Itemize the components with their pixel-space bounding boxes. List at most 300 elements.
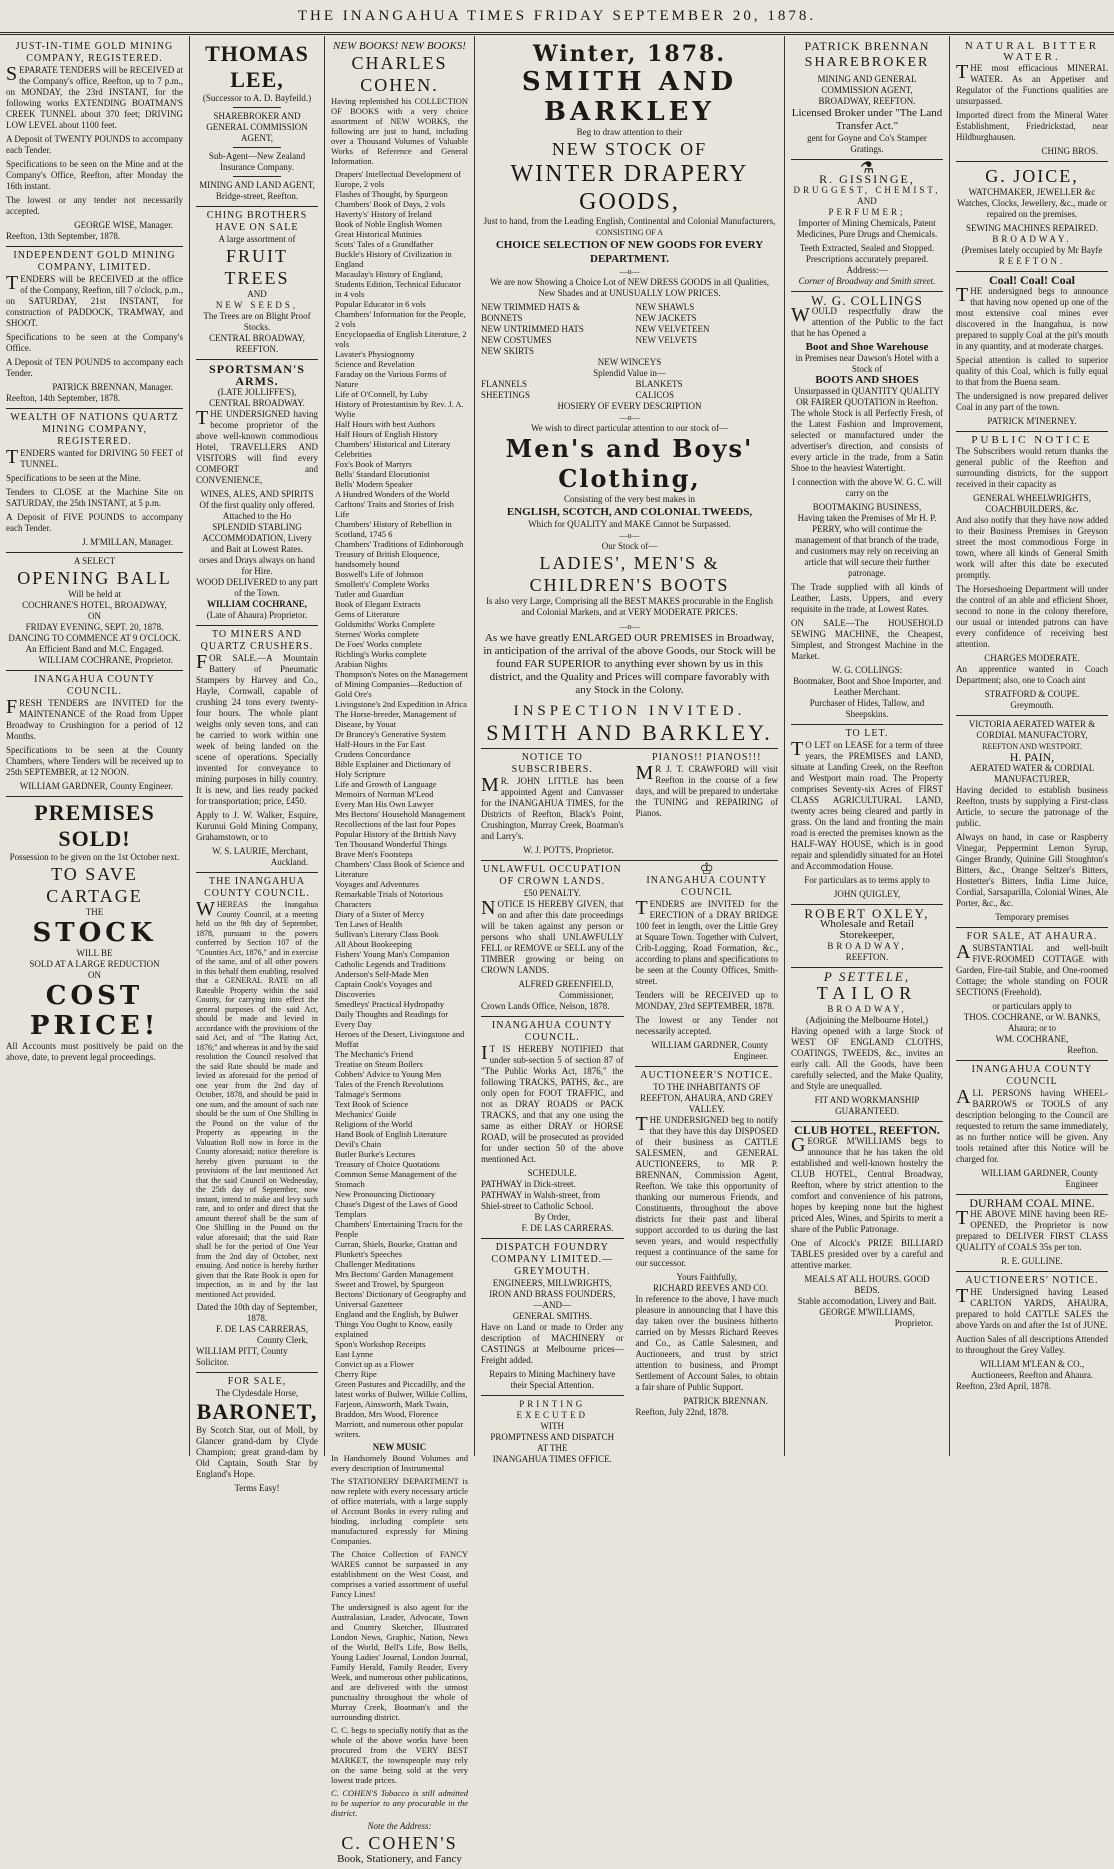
list-item: Life and Growth of Language: [335, 779, 437, 789]
list-item: Cherry Ripe: [335, 1369, 377, 1379]
ad-title: Winter, 1878.: [532, 41, 727, 67]
ad-text: GENERAL SMITHS.: [512, 1311, 592, 1321]
premises-sold-ad: [6, 797, 183, 1070]
list-item: Anderson's Self-Made Men: [335, 969, 429, 979]
signature: PATRICK M'INERNEY.: [987, 416, 1077, 426]
ad-body: THE UNDERSIGNED beg to notify that they have this day DISPOSED of their business as CATTLE SALESMEN, and GENERAL AUCTIONEERS, to MR P. BRENNAN, Commission Agent, Reefton. We take this opportunity of thanking our numerous Friends, and Constituents, throughout the above districts for their past and liberal support accorded to us during the last seven years, and would respectfully request a continuance of the same for our successor.: [635, 1113, 778, 1268]
wealth-of-nations-ad: [6, 409, 183, 553]
ad-text: GENERAL WHEELWRIGHTS, COACHBUILDERS, &c.: [973, 493, 1091, 514]
list-item: Chambers' Traditions of Edinborough: [335, 539, 464, 549]
list-item: Smollett's' Complete Works: [335, 579, 430, 589]
ad-text: Auction Sales of all descriptions Attended to throughout the Grey Valley.: [956, 1334, 1108, 1355]
ad-text: PATHWAY in Walsh-street, from Shiel-street to Catholic School.: [481, 1190, 601, 1211]
list-item: Richling's Works complete: [335, 649, 427, 659]
ad-title: AUCTIONEERS' NOTICE.: [965, 1275, 1099, 1286]
list-item: Dr Brancey's Generative System: [335, 729, 446, 739]
ad-text: Temporary premises: [995, 912, 1069, 922]
list-item: Bectons' Dictionary of Geography and Universal Gazetteer: [335, 1289, 466, 1309]
list-item: Flashes of Thought, by Spurgeon: [335, 189, 448, 199]
ad-title: UNLAWFUL OCCUPATION OF CROWN LANDS.: [482, 864, 622, 887]
list-item: Fox's Book of Martyrs: [335, 459, 412, 469]
ad-text: PROMPTNESS AND DISPATCH: [490, 1432, 615, 1442]
opening-ball-ad: [6, 553, 183, 671]
ad-text: Note the Address:: [367, 1821, 432, 1831]
ad-title: TO MINERS AND QUARTZ CRUSHERS.: [200, 629, 314, 652]
ad-body: GEORGE M'WILLIAMS begs to announce that he has taken the old established and well-known hostelry the CLUB HOTEL, Central Broadway, Reefton, where by strict attention to the comfort and convenience of his patrons, hopes by keeping none but the highest priced Ales, Wines, and Spirits to merit a share of the Public Patronage.: [791, 1134, 943, 1234]
list-item: Thompson's Notes on the Management of Mining Companies—Reduction of Gold Ore's: [335, 669, 468, 699]
list-item: Chambers' Class Book of Science and Literature: [335, 859, 465, 879]
value-items: [481, 379, 778, 401]
ad-text: The lowest or any Tender not necessarily accepted.: [635, 1015, 778, 1036]
list-item: Text Book of Science: [335, 1099, 409, 1109]
ad-text: BOOTS AND SHOES: [815, 374, 919, 386]
ad-title: R. GISSINGE,: [819, 172, 915, 186]
col4-left: [481, 861, 624, 1469]
list-item: NEW JACKETS: [635, 313, 697, 323]
signature: (Late of Ahaura) Proprietor.: [206, 610, 308, 620]
gissinge-ad: [791, 160, 943, 292]
ad-text: Stable accomodation, Livery and Bait.: [797, 1296, 937, 1306]
ad-text: In reference to the above, I have much pleasure in announcing that I have this day taken over the business hitherto carried on by Messrs Richard Reeves and Co., as Cattle Salesmen, and Auctioneers, and trust by strict attention to business, and Prompt Settlement of Account Sales, to obtain a fair share of Public Support.: [635, 1294, 778, 1392]
ad-title: WEALTH OF NATIONS QUARTZ MINING COMPANY, REGISTERED.: [10, 412, 179, 447]
county-rate-ad: [196, 873, 318, 1373]
list-item: Remarkable Trials of Notorious Characters: [335, 889, 443, 909]
ad-text: Book, Stationery, and Fancy: [337, 1853, 462, 1865]
ad-text: Specifications to be seen at the Company's Office.: [6, 332, 183, 353]
list-item: Lavater's Physiognomy: [335, 349, 415, 359]
list-item: Catholic Legends and Traditions: [335, 959, 446, 969]
crown-crest-icon: ♔: [699, 861, 714, 878]
list-item: NEW SHAWLS: [635, 302, 695, 312]
ad-text: Watches, Clocks, Jewellery, &c., made or repaired on the premises.: [957, 198, 1107, 219]
list-item: Tales of the French Revolutions: [335, 1079, 444, 1089]
left-items-2: [481, 379, 624, 401]
ad-body: Having replenished his COLLECTION OF BOOKS with a very choice assortment of NEW WORKS, the following are just to hand, including over a Thousand Volumes of Valuable Works of Reference and General Information.: [331, 96, 468, 166]
list-item: Carltons' Traits and Stories of Irish Life: [335, 499, 454, 519]
signature: Proprietor.: [894, 1318, 933, 1328]
ad-title: NEW MUSIC: [372, 1442, 427, 1452]
collings-ad: [791, 292, 943, 725]
list-item: Recollections of the last four Popes: [335, 819, 456, 829]
notice-subscribers-ad: [481, 749, 624, 860]
ad-text: Purchaser of Hides, Tallow, and Sheepskins.: [809, 698, 925, 719]
list-item: Book of Noble English Women: [335, 219, 442, 229]
mortar-pestle-icon: ⚗: [859, 160, 875, 177]
ad-text: DRUGGEST, CHEMIST,: [793, 185, 941, 195]
auctioneers-ahaura-ad: [956, 1272, 1108, 1396]
ad-text: FRUIT TREES: [224, 246, 290, 288]
ad-text: Tenders will be RECEIVED up to MONDAY, 23rd SEPTEMBER, 1878.: [635, 990, 778, 1011]
list-item: Treatise on Steam Boilers: [335, 1059, 423, 1069]
ad-text: SOLD AT A LARGE REDUCTION: [29, 959, 160, 969]
ad-text: WINES, ALES, AND SPIRITS: [200, 489, 314, 499]
ad-body: THE UNDERSIGNED having become proprietor of the above well-known commodious Hotel, TRAVELLERS AND VISITORS will find every COMFORT and CONVENIENCE,: [196, 407, 318, 485]
list-item: Popular History of the British Navy: [335, 829, 457, 839]
ad-body: ASUBSTANTIAL and well-built FIVE-ROOMED COTTAGE with Garden, Fire-tail Stable, and One-roomed Cottage; the whole standing on FOUR SECTIONS (Freehold).: [956, 941, 1108, 997]
date: Reefton, 23rd April, 1878.: [956, 1381, 1051, 1391]
ad-text: An apprentice wanted in Coach Department; also, one to Coach aint: [956, 664, 1108, 685]
list-item: Hand Book of English Literature: [335, 1129, 447, 1139]
ad-title: C. COHEN'S: [341, 1833, 458, 1853]
ad-title: SPORTSMAN'S ARMS.: [209, 362, 305, 388]
ad-text: A SELECT: [73, 556, 116, 566]
ad-text: Special attention is called to superior quality of this Coal, which is fully equal to that from the Buena seam.: [956, 355, 1108, 387]
ad-text: BROADWAY.: [992, 234, 1072, 244]
ad-text: WOOD DELIVERED to any part of the Town.: [196, 577, 318, 598]
list-item: Arabian Nights: [335, 659, 388, 669]
ad-text: BROADWAY,: [827, 1004, 907, 1014]
ad-text: An Efficient Band and M.C. Engaged.: [25, 644, 164, 654]
signature: WILLIAM GARDNER, County Engineer.: [651, 1040, 768, 1061]
list-item: Great Historical Mutinies: [335, 229, 422, 239]
signature: WM. COCHRANE,: [995, 1034, 1069, 1044]
ad-text: TAILOR: [816, 983, 918, 1003]
ad-text: TO SAVE CARTAGE: [46, 864, 143, 906]
list-item: Livingstone's 2nd Expedition in Africa: [335, 699, 467, 709]
ad-text: NEW WINCEYS: [597, 357, 662, 367]
ad-text: Imported direct from the Mineral Water Establishment, Friedrickstad, near Hildburghausen.: [956, 110, 1108, 142]
ad-text: MEALS AT ALL HOURS. GOOD BEDS.: [804, 1274, 930, 1295]
ad-body: By Scotch Star, out of Moll, by Glancer grand-dam by Clyde Champion; great grand-dam by Old Captain, South Star by England's Hope.: [196, 1425, 318, 1479]
signature: ALFRED GREENFIELD, Commissioner,: [518, 979, 614, 1000]
ad-title: INANGAHUA COUNTY COUNCIL: [646, 875, 768, 898]
list-item: History of Protestantism by Rev. J. A. Wylie: [335, 399, 464, 419]
book-list: [331, 169, 468, 1439]
ad-title: JUST-IN-TIME GOLD MINING COMPANY, REGISTERED.: [15, 41, 174, 64]
ad-text: Specifications to be seen at the County Chambers, where Tenders will be received up to 25th SEPTEMBER, at 12 NOON.: [6, 745, 183, 777]
list-item: Encyclopaedia of English Literature, 2 vols: [335, 329, 467, 349]
column-6: [950, 36, 1114, 1456]
list-item: Book of Elegant Extracts: [335, 599, 421, 609]
list-item: Religions of the World: [335, 1119, 413, 1129]
list-item: Life of O'Connell, by Luby: [335, 389, 428, 399]
list-item: Common Sense Management of the Stomach: [335, 1169, 457, 1189]
dispatch-foundry-ad: [481, 1239, 624, 1396]
list-item: Spon's Workshop Receipts: [335, 1339, 426, 1349]
signature: F. DE LAS CARRERAS, County Clerk,: [215, 1324, 308, 1345]
ad-body: TENDERS will be RECEIVED at the office of the Company, Reefton, till 7 o'clock, p.m., on SATURDAY, 21st INSTANT, for construction of PADDOCK, TRAMWAY, and SHOOT.: [6, 272, 183, 328]
ad-text: Tenders to CLOSE at the Machine Site on SATURDAY, the 25th INSTANT, at 5 p.m.: [6, 487, 183, 508]
ad-text: Just to hand, from the Leading English, Continental and Colonial Manufacturers,: [483, 216, 776, 226]
column-2: [190, 36, 325, 1493]
printing-ad: [481, 1396, 624, 1469]
ad-text: (Premises lately occupied by Mr Bayfe: [961, 245, 1103, 255]
ad-title: AUCTIONEER'S NOTICE.: [640, 1070, 774, 1081]
ad-text: And also notify that they have now added to their Business Premises in Greyson street the most commodious Forge in town, where all kinds of General Smith work will after this date be executed promptly.: [956, 515, 1108, 580]
county-crest: [635, 861, 778, 1067]
ad-title: DURHAM COAL MINE.: [969, 1196, 1095, 1210]
list-item: Captain Cook's Voyages and Discoveries: [335, 979, 432, 999]
ad-text: The Horseshoeing Department will under the control of an able and efficient Shoer, second to none in the colony therefore, our usual or intended patrons can have every confidence of receiving best attention.: [956, 584, 1108, 649]
list-item: Mrs Bectons' Garden Management: [335, 1269, 454, 1279]
ad-text: The Clydesdale Horse,: [215, 1388, 299, 1398]
ad-text: The Choice Collection of FANCY WARES cannot be surpassed in any establishment on the West Coast, and comprises a varied assortment of useful Fancy Lines!: [331, 1549, 468, 1599]
new-items: [481, 302, 778, 357]
list-item: All About Bookeeping: [335, 939, 412, 949]
list-item: BLANKETS: [635, 379, 683, 389]
ad-text: By Order,: [534, 1212, 571, 1222]
list-item: Green Pastures and Piccadilly, and the latest works of Bulwer, Wilkie Collins, Farjeon, Ainsworth, Mark Twain, Braddon, Mrs Wood, Florence Marriott, and numerous other popular writers.: [335, 1379, 468, 1439]
ad-text: WITH: [540, 1421, 565, 1431]
list-item: Haverty's' History of Ireland: [335, 209, 432, 219]
bitter-water-ad: [956, 38, 1108, 162]
list-item: NEW COSTUMES: [481, 335, 552, 345]
list-item: Scots' Tales of a Grandfather: [335, 239, 434, 249]
list-item: Sternes' Works complete: [335, 629, 419, 639]
left-items: [481, 302, 624, 357]
ad-text: Having taken the Premises of Mr H. P. PERRY, who will continue the management of that branch of the trade, and customers may rely on receiving an article that will secure their further patronage.: [795, 513, 939, 578]
ad-text: ON: [88, 611, 101, 621]
list-item: SHEETINGS: [481, 390, 530, 400]
ad-text: BOOTMAKING BUSINESS,: [812, 502, 922, 512]
sportsmans-arms-ad: [196, 360, 318, 626]
ad-text: Corner of Broadway and Smith street.: [798, 276, 936, 286]
list-item: Butler Burke's Lectures: [335, 1149, 416, 1159]
list-item: Memoirs of Norman M'Leod: [335, 789, 434, 799]
list-item: Curran, Shiels, Bourke, Grattan and Plunkett's Speeches: [335, 1239, 458, 1259]
signature: W. J. POTTS, Proprietor.: [523, 845, 614, 855]
list-item: Boswell's Life of Johnson: [335, 569, 424, 579]
signature: PATRICK BRENNAN, Manager.: [52, 382, 173, 392]
thomas-lee-ad: [196, 38, 318, 207]
ad-text: SEWING MACHINES REPAIRED.: [966, 223, 1098, 233]
list-item: Crudens Concordance: [335, 749, 411, 759]
ad-body: IT IS HEREBY NOTIFIED that under sub-section 5 of section 87 of "The Public Works Act, 1876," the following TRACKS, PATHS, &c., are only open for FOOT TRAFFIC, and not as DRAY ROADS or PACK TRACKS, and that any one using the same as either DRAY or HORSE ROAD, will be prosecuted as provided for under section 50 of the above mentioned Act.: [481, 1042, 624, 1164]
list-item: Ten Laws of Health: [335, 919, 403, 929]
ad-title: INANGAHUA COUNTY COUNCIL.: [491, 1020, 613, 1043]
list-item: Heroes of the Desert, Livingstone and Moffat: [335, 1029, 465, 1049]
list-item: Chase's Digest of the Laws of Good Templars: [335, 1199, 458, 1219]
list-item: Tutler and Guardian: [335, 589, 404, 599]
ad-text: The STATIONERY DEPARTMENT is now replete with every necessary article of office materials, with a large supply of Account Books in every ruling and binding, including complete sets manufactured expressly for Mining Companies.: [331, 1476, 468, 1546]
list-item: The Horse-breeder, Management of Disease, by Youat: [335, 709, 457, 729]
signature: RICHARD REEVES AND CO.: [652, 1283, 768, 1293]
robert-oxley-ad: [791, 905, 943, 968]
ching-brothers-ad: [196, 207, 318, 360]
ad-title: INANGAHUA COUNTY COUNCIL: [971, 1064, 1093, 1087]
ad-body: TO LET on LEASE for a term of three years, the PREMISES and LAND, situate at Landing Creek, on the Reefton and Westport main road. The Property comprises Seventy-six Acres of FIRST CLASS AGRICULTURAL LAND, twenty acres being cleared and partly in grass. On the land and fronting the main road is erected the premises known as the HALF-WAY HOUSE, which is in good repair and splendidly situated for an Hotel and Accommodation House.: [791, 738, 943, 871]
coal-ad: [956, 272, 1108, 432]
signature: W. S. LAURIE, Merchant, Auckland.: [212, 846, 308, 867]
ad-text: The Trees are on Blight Proof Stocks.: [203, 311, 311, 332]
list-item: Ten Thousand Wonderful Things: [335, 839, 447, 849]
ad-text: REEFTON AND WESTPORT.: [982, 742, 1082, 751]
signature: GEORGE WISE, Manager.: [74, 220, 173, 230]
ad-text: The undersigned is now prepared deliver Coal in any part of the town.: [956, 391, 1108, 412]
ad-text: NEW SEEDS,: [215, 300, 299, 310]
ad-text: Address:—: [846, 265, 888, 275]
ad-text: Storekeeper,: [839, 929, 895, 941]
ad-title: INDEPENDENT GOLD MINING COMPANY, LIMITED.: [13, 250, 176, 273]
ad-text: CHARGES MODERATE.: [984, 653, 1080, 663]
ad-body: THE undersigned begs to announce that having now opened up one of the most extensive coal mines ever discovered in the Inangahua, is now prepared to supply Coal at the pit's mouth in any quantity, and at moderate charges.: [956, 284, 1108, 351]
ad-text: WINTER DRAPERY GOODS,: [510, 161, 749, 215]
list-item: Goldsmiths' Works Complete: [335, 619, 435, 629]
ad-title: P SETTELE,: [823, 969, 911, 984]
ad-body: THE ABOVE MINE having been RE-OPENED, the Proprietor is now prepared to DELIVER FIRST CLASS QUALITY of COALS 35s per ton.: [956, 1207, 1108, 1252]
ad-text: INANGAHUA TIMES OFFICE.: [492, 1454, 612, 1464]
list-item: Half Hours of English History: [335, 429, 438, 439]
list-item: Bells' Modern Speaker: [335, 479, 413, 489]
ad-text: Prescriptions accurately prepared.: [805, 254, 929, 264]
column-1: [0, 36, 190, 1456]
ad-text: Splendid Value in—: [593, 368, 666, 378]
list-item: Half Hours with best Authors: [335, 419, 436, 429]
ad-text: SMITH AND BARKLEY.: [486, 720, 773, 745]
ad-body: THE Undersigned having Leased CARLTON YARDS, AHAURA, prepared to hold CATTLE SALES the above Yards on and after the 1st of JUNE.: [956, 1285, 1108, 1330]
patrick-brennan-ad: [791, 38, 943, 160]
ad-text: FIT AND WORKMANSHIP GUARANTEED.: [814, 1095, 920, 1116]
signature: CHING BROS.: [1041, 146, 1098, 156]
ad-body: FRESH TENDERS are INVITED for the MAINTENANCE of the Road from Upper Broadway to Crushington for a period of 12 Months.: [6, 696, 183, 741]
for-sale-ahaura-ad: [956, 928, 1108, 1061]
list-item: Smedleys' Practical Hydropathy: [335, 999, 445, 1009]
ad-body: FOR SALE.—A Mountain Battery of Pneumatic Stampers by Harvey and Co., Hayle, Cornwall, capable of crushing 24 tons every twenty-four hours. The whole plant weighs only seven tons, and can be carried to work within one week of being landed on the scene of operations. Specially invented for conveyance to mining purposes in hilly country. It is new, and lies ready packed for transportation; price, £450.: [196, 651, 318, 806]
list-item: Mrs Bectons' Household Management: [335, 809, 466, 819]
ad-title: VICTORIA AERATED WATER & CORDIAL MANUFACTORY,: [968, 719, 1096, 740]
ad-text: COCHRANE'S HOTEL, BROADWAY,: [22, 600, 167, 610]
ad-text: —AND—: [533, 1300, 572, 1310]
column-4: [475, 36, 785, 1464]
pianos-ad: [635, 749, 778, 860]
ad-body: WATCHMAKER, JEWELLER &c: [968, 187, 1096, 197]
ad-body: ALL PERSONS having WHEEL-BARROWS or TOOLS of any description belonging to the Council are requested to return the same immediately, as no further notice will be given. Any tools retained after this Notice will be charged for.: [956, 1086, 1108, 1164]
signature: WILLIAM M'LEAN & CO.,: [979, 1359, 1085, 1369]
signature: F. DE LAS CARRERAS.: [521, 1223, 614, 1233]
county-council-tender-ad: [6, 671, 183, 797]
list-item: Chambers' Book of Days, 2 vols: [335, 199, 446, 209]
signature: J. M'MILLAN, Manager.: [82, 537, 173, 547]
ad-text: A large assortment of: [218, 234, 296, 244]
ad-body: TENDERS wanted for DRIVING 50 FEET of TUNNEL.: [6, 446, 183, 469]
ad-text: I connection with the above W. G. C. will carry on the: [792, 477, 942, 498]
ad-text: CENTRAL BROADWAY, REEFTON.: [209, 333, 305, 354]
ad-text: (Successor to A. D. Bayfeild.): [202, 93, 312, 103]
list-item: Diary of a Sister of Mercy: [335, 909, 425, 919]
ad-text: AND: [857, 196, 877, 206]
ad-text: PATHWAY in Dick-street.: [481, 1179, 576, 1189]
ad-text: Is also very Large, Comprising all the BEST MAKES procurable in the English and Colonial Markets, and at VERY MODERATE PRICES.: [486, 596, 773, 617]
list-item: Fishers' Young Man's Companion: [335, 949, 450, 959]
public-notice-ad: [956, 432, 1108, 716]
auctioneers-notice-ad: [635, 1067, 778, 1422]
ad-body: TENDERS are INVITED for the ERECTION of a DRAY BRIDGE 100 feet in length, over the Little Grey at Square Town. Together with Culvert, Crib-Logging, Road Formation, &c., according to plans and specifications to be seen at the County Offices, Smith-street.: [635, 897, 778, 986]
ad-text: AT THE: [537, 1443, 568, 1453]
ad-text: BROADWAY, REEFTON.: [818, 96, 916, 106]
ad-title: ROBERT OXLEY,: [804, 906, 930, 921]
list-item: Chambers' Information for the People, 2 vols: [335, 309, 466, 329]
date: Reefton, 14th September, 1878.: [6, 393, 121, 403]
signature: R. E. GULLINE.: [1001, 1256, 1063, 1266]
list-item: Science and Revelation: [335, 359, 415, 369]
signature: JOHN QUIGLEY,: [833, 889, 901, 899]
ad-title: NOTICE TO SUBSCRIBERS.: [511, 752, 593, 775]
ad-text: For particulars as to terms apply to: [804, 875, 930, 885]
ad-text: Terms Easy!: [234, 1483, 280, 1493]
ad-title: NATURAL BITTER WATER.: [964, 40, 1100, 63]
list-item: Every Man His Own Lawyer: [335, 799, 434, 809]
date: Crown Lands Office, Nelson, 1878.: [481, 1001, 610, 1011]
ad-text: Teeth Extracted, Sealed and Stopped.: [799, 243, 935, 253]
settele-tailor-ad: [791, 968, 943, 1122]
ad-text: We wish to direct particular attention to our stock of—: [531, 423, 728, 433]
list-item: Faraday on the Various Forms of Nature: [335, 369, 447, 389]
ad-text: Having decided to establish business Reefton, trusts by supplying a First-class Article, to secure the patronage of the public.: [956, 785, 1108, 828]
ad-text: SCHEDULE.: [527, 1168, 577, 1178]
list-item: Drapers' Intellectual Development of Europe, 2 vols: [335, 169, 461, 189]
ad-text: Reefton.: [1067, 1045, 1098, 1055]
list-item: Chambers' Entertaining Tracts for the People: [335, 1219, 463, 1239]
ad-title: THOMAS LEE,: [205, 41, 309, 92]
ad-text: A Deposit of TWENTY POUNDS to accompany each Tender.: [6, 134, 183, 155]
baronet-ad: [196, 1373, 318, 1498]
ad-text: THE: [85, 907, 104, 917]
crown-lands-ad: [481, 861, 624, 1017]
ad-title: W. G. COLLINGS: [811, 293, 923, 308]
list-item: CALICOS: [635, 390, 674, 400]
ad-body: The Subscribers would return thanks the general public of the Reefton and surrounding districts, for the support received in their capacity as: [956, 446, 1108, 489]
ad-text: ENGLISH, SCOTCH, AND COLONIAL TWEEDS,: [506, 506, 753, 518]
list-item: Sweet and Trowel, by Spurgeon: [335, 1279, 444, 1289]
signature: PATRICK BRENNAN.: [683, 1396, 768, 1406]
ad-text: We are now Showing a Choice Lot of NEW DRESS GOODS in all Qualities, New Shades and at UNUSUALLY LOW PRICES.: [489, 277, 770, 298]
ad-text: Apply to J. W. Walker, Esquire, Kurunui Gold Mining Company, Grahamstown, or to: [196, 810, 318, 842]
ad-text: REEFTON.: [845, 952, 889, 962]
ad-body: WHEREAS the Inangahua County Council, at a meeting held on the 9th day of September, 1878, pursuant to the powers conferred by Section 107 of the "Counties Act, 1876," and in exercise of the same, and of all other powers in this behalf them enabling, resolved that a GENERAL RATE on all Rateable Property within the said County, for carrying into effect the general purposes of the said Act, should be made and levied in accordance with the provisions of the said Act, and of "The Rating Act, 1876;" and whereas in and by the said resolution the Council resolved that the said Rate should be made and levied as aforesaid for the period of one year from the 2nd day of October, 1878, and should be paid in one sum, and the amount of such rate should be the sum of One Shilling in the Pound on the value of the Property as appearing in the Valuation Roll now in force in the County aforesaid; notice therefore is hereby given pursuant to the provisions of the last mentioned Act that the said Council on Wednesday, the 25th day of September, now instant, intend to make and levy such rate, and to order and direct that the amount thereof shall be the sum of One Shilling in the Pound on the value aforesaid; that the said Rate shall be for the period of One Year from the 2nd day of October, next ensuing. And notice is hereby further given that the Rate Book is open for inspection, as in and by the last mentioned Act provided.: [196, 898, 318, 1299]
ad-text: SPLENDID STABLING ACCOMMODATION, Livery and Bait at Lowest Rates.: [202, 522, 312, 554]
ad-title: SMITH AND BARKLEY: [521, 67, 738, 127]
list-item: England and the English, by Bulwer: [335, 1309, 459, 1319]
ad-text: The whole Stock is all Perfectly Fresh, of the Latest Fashion and Improvement, selected or manufactured under the advertiser's direction, and consists of every article in the trade, from a Satin Shoe to the heaviest Watertight.: [791, 408, 943, 473]
ad-text: Repairs to Mining Machinery have their Special Attention.: [489, 1369, 616, 1390]
list-item: Sullivan's Literary Class Book: [335, 929, 439, 939]
list-item: NEW VELVETEEN: [635, 324, 710, 334]
list-item: New Pronouncing Dictionary: [335, 1189, 436, 1199]
ad-text: WILL BE: [76, 948, 113, 958]
list-item: Popular Educator in 6 vols: [335, 299, 426, 309]
ad-title: FOR SALE,: [227, 1376, 287, 1387]
list-item: FLANNELS: [481, 379, 528, 389]
ad-text: SHAREBROKER AND GENERAL COMMISSION AGENT,: [206, 111, 308, 143]
ad-text: The lowest or any tender not necessarily accepted.: [6, 195, 183, 216]
ad-body: THE most efficacious MINERAL WATER. As an Appetiser and Regulator of the Functions qualities are unsurpassed.: [956, 61, 1108, 106]
column-5: [785, 36, 950, 1456]
signature: THOS. COCHRANE, or W. BANKS,: [963, 1012, 1101, 1022]
list-item: Voyages and Adventures: [335, 879, 419, 889]
ad-text: (Adjoining the Melbourne Hotel,): [806, 1015, 928, 1025]
ad-text: Men's and Boys' Clothing,: [505, 434, 754, 493]
ad-text: Specifications to be seen at the Mine.: [6, 473, 141, 483]
ad-text: One of Alcock's PRIZE BILLIARD TABLES presided over by a careful and attentive marker.: [791, 1238, 943, 1270]
list-item: East Lynne: [335, 1349, 374, 1359]
list-item: NEW TRIMMED HATS & BONNETS: [481, 302, 580, 323]
ad-text: H. PAIN,: [1009, 750, 1055, 764]
ad-text: BARONET,: [196, 1399, 318, 1424]
signature: WILLIAM GARDNER, County Engineer.: [19, 781, 173, 791]
list-item: Bible Explainer and Dictionary of Holy Scripture: [335, 759, 451, 779]
ad-text: MINING AND GENERAL COMMISSION AGENT,: [817, 74, 917, 95]
right-items-2: [635, 379, 778, 401]
ad-text: A Deposit of TEN POUNDS to accompany each Tender.: [6, 357, 183, 378]
signature: Bootmaker, Boot and Shoe Importer, and Leather Merchant.: [793, 676, 941, 697]
ad-text: Beg to draw attention to their: [576, 127, 683, 137]
ad-title: CHING BROTHERS HAVE ON SALE: [206, 210, 308, 233]
ad-title: CLUB HOTEL, REEFTON.: [794, 1123, 940, 1137]
ad-body: WOULD respectfully draw the attention of the Public to the fact that he has Opened a: [791, 304, 943, 338]
ad-text: Consisting of the very best makes in: [564, 494, 695, 504]
date: Reefton, July 22nd, 1878.: [635, 1407, 729, 1417]
ad-text: All Accounts must positively be paid on the above, date, to prevent legal proceedings.: [6, 1041, 183, 1062]
